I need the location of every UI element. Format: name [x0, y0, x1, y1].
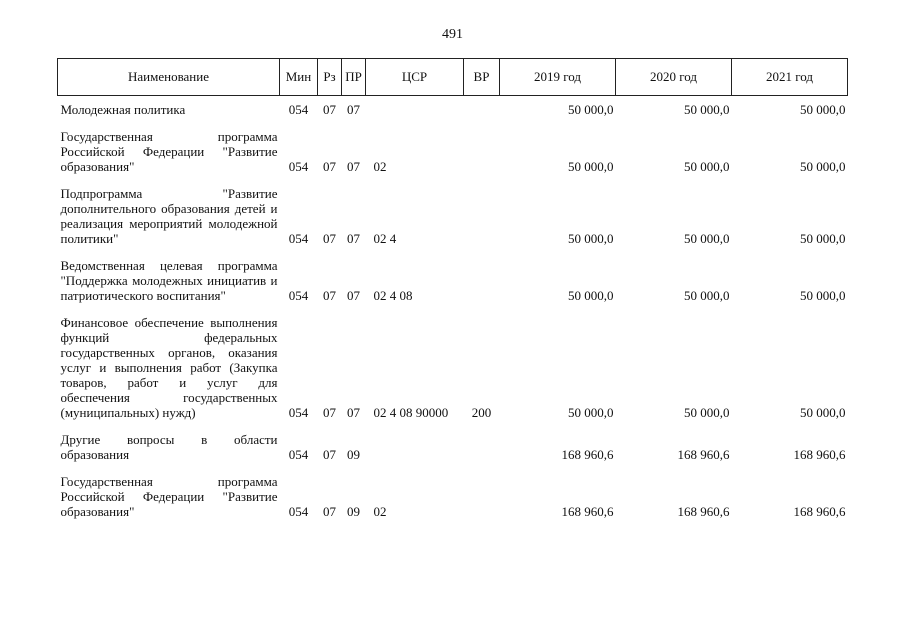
row-csr — [366, 432, 464, 462]
row-2019: 168 960,6 — [561, 504, 614, 519]
header-2020: 2020 год — [616, 59, 732, 96]
row-2019: 50 000,0 — [568, 159, 614, 174]
header-name: Наименование — [58, 59, 280, 96]
row-2021: 168 960,6 — [793, 447, 846, 462]
table-row — [58, 315, 848, 420]
row-2021: 50 000,0 — [800, 405, 846, 420]
row-vr — [464, 102, 500, 117]
page-number: 491 — [442, 27, 463, 42]
row-pr: 07 — [347, 231, 360, 246]
row-2020: 168 960,6 — [677, 504, 730, 519]
row-2019: 50 000,0 — [568, 231, 614, 246]
row-2019: 50 000,0 — [568, 405, 614, 420]
row-rz: 07 — [323, 288, 336, 303]
row-min: 054 — [288, 288, 309, 303]
row-vr: 200 — [471, 405, 492, 420]
row-min: 054 — [288, 159, 309, 174]
table-row — [58, 129, 848, 174]
row-2021: 168 960,6 — [793, 504, 846, 519]
header-csr: ЦСР — [366, 59, 464, 96]
row-vr — [464, 432, 500, 462]
row-name: Государственная программа Российской Федерации "Развитие образования" — [60, 129, 278, 174]
row-2020: 50 000,0 — [684, 159, 730, 174]
row-rz: 07 — [323, 102, 336, 117]
row-vr — [464, 129, 500, 174]
row-min: 054 — [288, 231, 309, 246]
row-min: 054 — [288, 447, 309, 462]
header-rz: Рз — [318, 59, 342, 96]
row-name: Молодежная политика — [60, 102, 186, 117]
row-2021: 50 000,0 — [800, 231, 846, 246]
row-2019: 50 000,0 — [568, 102, 614, 117]
row-min: 054 — [288, 102, 309, 117]
row-rz: 07 — [323, 159, 336, 174]
row-2019: 168 960,6 — [561, 447, 614, 462]
header-2021: 2021 год — [732, 59, 848, 96]
table-row — [58, 432, 848, 462]
row-rz: 07 — [323, 231, 336, 246]
row-vr — [464, 258, 500, 303]
header-min: Мин — [280, 59, 318, 96]
table-row — [58, 474, 848, 519]
row-csr: 02 4 — [373, 231, 397, 246]
row-2021: 50 000,0 — [800, 288, 846, 303]
row-pr: 09 — [347, 504, 360, 519]
row-2020: 50 000,0 — [684, 231, 730, 246]
row-2019: 50 000,0 — [568, 288, 614, 303]
row-rz: 07 — [323, 405, 336, 420]
row-2020: 50 000,0 — [684, 405, 730, 420]
row-pr: 07 — [347, 405, 360, 420]
row-vr — [464, 186, 500, 246]
row-name: Другие вопросы в области образования — [60, 432, 278, 462]
row-2021: 50 000,0 — [800, 159, 846, 174]
header-pr: ПР — [342, 59, 366, 96]
budget-table — [57, 58, 848, 519]
table-row — [58, 258, 848, 303]
row-name: Финансовое обеспечение выполнения функций федеральных государственных органов, оказания услуг и выполнения работ (Закупка товаров, работ и услуг для обеспечения государственных (муниципальных) нужд) — [60, 315, 278, 420]
row-csr: 02 — [373, 159, 387, 174]
table-header-row — [58, 59, 848, 96]
table-row — [58, 186, 848, 246]
header-vr: ВР — [464, 59, 500, 96]
row-pr: 07 — [347, 159, 360, 174]
row-name: Государственная программа Российской Федерации "Развитие образования" — [60, 474, 278, 519]
row-pr: 07 — [347, 288, 360, 303]
row-pr: 09 — [347, 447, 360, 462]
row-min: 054 — [288, 405, 309, 420]
row-csr: 02 4 08 90000 — [373, 405, 449, 420]
row-2021: 50 000,0 — [800, 102, 846, 117]
row-csr: 02 — [373, 504, 387, 519]
row-2020: 50 000,0 — [684, 102, 730, 117]
row-name: Ведомственная целевая программа "Поддержка молодежных инициатив и патриотического воспитания" — [60, 258, 278, 303]
row-csr — [366, 102, 464, 117]
row-min: 054 — [288, 504, 309, 519]
row-csr: 02 4 08 — [373, 288, 413, 303]
row-pr: 07 — [347, 102, 360, 117]
row-2020: 50 000,0 — [684, 288, 730, 303]
row-rz: 07 — [323, 447, 336, 462]
table-row — [58, 102, 848, 117]
row-name: Подпрограмма "Развитие дополнительного образования детей и реализация мероприятий молодежной политики" — [60, 186, 278, 246]
row-2020: 168 960,6 — [677, 447, 730, 462]
row-rz: 07 — [323, 504, 336, 519]
header-2019: 2019 год — [500, 59, 616, 96]
row-vr — [464, 474, 500, 519]
